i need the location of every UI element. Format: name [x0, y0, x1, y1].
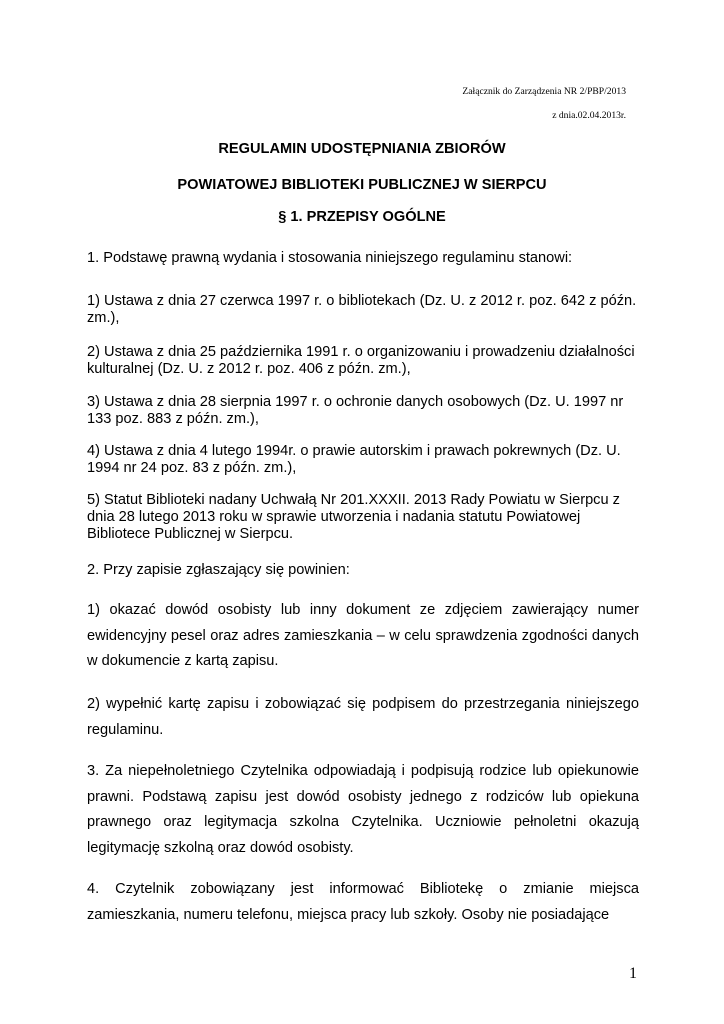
document-title-line-1: REGULAMIN UDOSTĘPNIANIA ZBIORÓW [218, 141, 506, 157]
paragraph-library-statute: 5) Statut Biblioteki nadany Uchwałą Nr 201.XXXII. 2013 Rady Powiatu w Sierpcu z dnia 28 lutego 2013 roku w sprawie utworzenia i nadania statutu Powiatowej Bibliotece Publicznej w Sierpcu. [87, 492, 620, 542]
date-header: z dnia.02.04.2013r. [552, 110, 626, 121]
document-title-line-2: POWIATOWEJ BIBLIOTEKI PUBLICZNEJ W SIERPCU [177, 177, 547, 193]
paragraph-minor-readers: 3. Za niepełnoletniego Czytelnika odpowiadają i podpisują rodzice lub opiekunowie prawni. Podstawą zapisu jest dowód osobisty jednego z rodziców lub opiekuna prawnego oraz legitymacja szkolna Czytelnika. Uczniowie pełnoletni okazują legitymację szkolną oraz dowód osobisty. [87, 763, 639, 856]
section-heading: § 1. PRZEPISY OGÓLNE [278, 209, 446, 225]
paragraph-change-notice: 4. Czytelnik zobowiązany jest informować Bibliotekę o zmianie miejsca zamieszkania, numeru telefonu, miejsca pracy lub szkoły. Osoby nie posiadające [87, 881, 639, 923]
paragraph-legal-basis: 1. Podstawę prawną wydania i stosowania niniejszego regulaminu stanowi: [87, 250, 573, 266]
paragraph-act-data-protection: 3) Ustawa z dnia 28 sierpnia 1997 r. o ochronie danych osobowych (Dz. U. 1997 nr 133 poz. 883 z późn. zm.), [87, 394, 624, 427]
attachment-header: Załącznik do Zarządzenia NR 2/PBP/2013 [462, 86, 626, 97]
page-number: 1 [629, 965, 637, 982]
paragraph-registration: 2. Przy zapisie zgłaszający się powinien: [87, 562, 350, 578]
paragraph-show-id: 1) okazać dowód osobisty lub inny dokument ze zdjęciem zawierający numer ewidencyjny pesel oraz adres zamieszkania – w celu sprawdzenia zgodności danych w dokumencie z kartą zapisu. [87, 602, 639, 669]
paragraph-fill-card: 2) wypełnić kartę zapisu i zobowiązać się podpisem do przestrzegania niniejszego regulaminu. [87, 696, 639, 738]
paragraph-act-libraries: 1) Ustawa z dnia 27 czerwca 1997 r. o bibliotekach (Dz. U. z 2012 r. poz. 642 z późn. zm.), [87, 293, 637, 326]
paragraph-act-copyright: 4) Ustawa z dnia 4 lutego 1994r. o prawie autorskim i prawach pokrewnych (Dz. U. 1994 nr 24 poz. 83 z późn. zm.), [87, 443, 621, 476]
paragraph-act-culture: 2) Ustawa z dnia 25 października 1991 r. o organizowaniu i prowadzeniu działalności kulturalnej (Dz. U. z 2012 r. poz. 406 z późn. zm.), [87, 344, 635, 377]
